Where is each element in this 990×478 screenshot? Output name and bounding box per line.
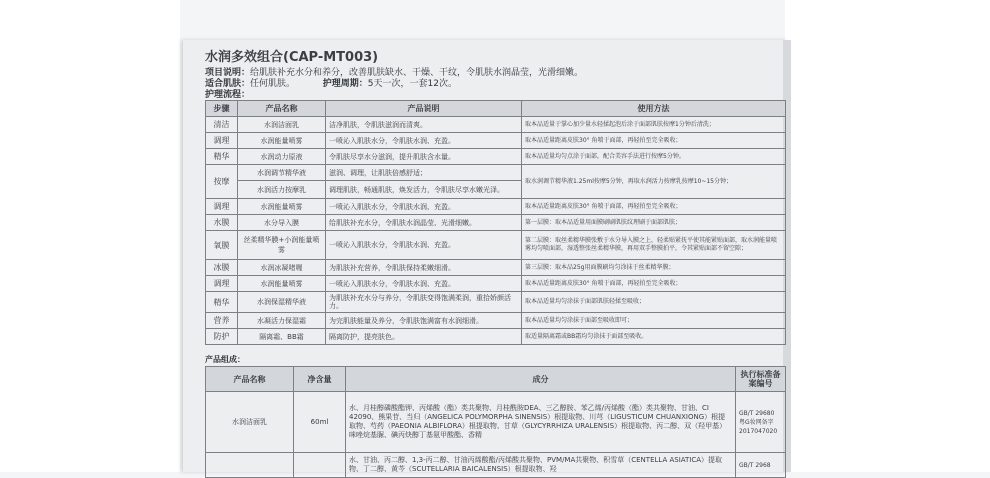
skin-label: 适合肌肤： <box>205 79 251 89</box>
step-cell: 营养 <box>206 313 238 329</box>
method-cell: 取本品适量距离皮肤30° 角喷于面部，再轻拍至完全吸收； <box>522 276 786 292</box>
description-cell: 为肌肤补充营养，令肌肤保持柔嫩细滑。 <box>326 260 522 276</box>
product-cell: 隔离霜、BB霜 <box>238 329 326 345</box>
method-cell: 第一层膜：取本品适量用面膜刷刷肌肤纹理刷于面部肌肤； <box>522 215 786 231</box>
method-cell: 第二层膜：取丝柔精华膜张敷于水分导入膜之上，轻柔贴紧抚平使其能紧贴面部，取水润能量喷雾均匀喷面部，湿透整张丝柔精华膜，再用双手整膜拍平，令其紧贴面部不留空隙； <box>522 231 786 260</box>
table-row <box>206 292 786 313</box>
description-cell: 一喷沁入肌肤水分，令肌肤水润、充盈。 <box>326 199 522 215</box>
step-cell: 冰膜 <box>206 260 238 276</box>
skin-text: 任何肌肤。 <box>250 79 296 89</box>
table-row <box>206 313 786 329</box>
step-cell: 防护 <box>206 329 238 345</box>
composition-table <box>205 366 786 478</box>
step-cell: 调理 <box>206 276 238 292</box>
flow-label: 护理流程： <box>205 90 251 100</box>
step-cell: 清洁 <box>206 117 238 133</box>
description-cell: 一喷沁入肌肤水分，令肌肤水润、充盈。 <box>326 276 522 292</box>
step-cell: 调理 <box>206 199 238 215</box>
method-cell: 取水润调节精华液1.25ml按摩5分钟，再取水润活力按摩乳按摩10~15分钟； <box>522 165 786 199</box>
description-cell: 滋润、调理，让肌肤倍感舒适； <box>326 165 522 181</box>
product-cell: 水润冰凝啫喱 <box>238 260 326 276</box>
product-cell: 水分导入膜 <box>238 215 326 231</box>
description-cell: 给肌肤补充水分，令肌肤水润晶莹、光滑细嫩。 <box>326 215 522 231</box>
table-row <box>206 260 786 276</box>
description-cell: 为肌肤补充水分与养分，令肌肤变得饱满柔润，重拾娇颜活力。 <box>326 292 522 313</box>
product-name-cell: 水润洁面乳 <box>206 392 294 453</box>
header-product: 产品名称 <box>238 101 326 117</box>
method-cell: 取本品适量距离皮肤30° 角喷于面部，再轻拍至完全吸收； <box>522 199 786 215</box>
description-cell: 调理肌肤，畅通肌肤，焕发活力，令肌肤尽享水嫩光泽。 <box>326 181 522 199</box>
method-cell: 取本品适量距离皮肤30° 角喷于面部，再轻拍至完全吸收； <box>522 133 786 149</box>
header-step: 步骤 <box>206 101 238 117</box>
header-ingredients: 成分 <box>346 367 736 392</box>
purpose-text: 给肌肤补充水分和养分，改善肌肤缺水、干燥、干纹，令肌肤水润晶莹，光滑细嫩。 <box>250 68 584 78</box>
purpose-label: 项目说明： <box>205 68 251 78</box>
composition-label: 产品组成： <box>205 355 245 364</box>
table-row <box>206 199 786 215</box>
method-cell: 取本品适量均匀涂抹于面部至吸收即可； <box>522 313 786 329</box>
product-cell: 丝柔精华膜+小润能量喷雾 <box>238 231 326 260</box>
table-row <box>206 133 786 149</box>
method-cell: 取本品适量于掌心加少量水轻揉起泡后涂于面部肌肤按摩1分钟后清洗； <box>522 117 786 133</box>
header-product-name: 产品名称 <box>206 367 294 392</box>
description-cell: 一喷沁入肌肤水分，令肌肤水润、充盈。 <box>326 231 522 260</box>
procedure-header-row <box>206 101 786 117</box>
product-cell: 水润能量喷雾 <box>238 199 326 215</box>
product-cell: 水润保湿精华液 <box>238 292 326 313</box>
step-cell: 精华 <box>206 292 238 313</box>
header-volume: 净含量 <box>294 367 346 392</box>
step-cell: 调理 <box>206 133 238 149</box>
method-cell: 取本品适量均匀点涂于面部，配合美容手法进行按摩5分钟。 <box>522 149 786 165</box>
table-row <box>206 149 786 165</box>
description-cell: 一喷沁入肌肤水分，令肌肤水润、充盈。 <box>326 133 522 149</box>
description-cell: 为完肌肤能量及养分，令肌肤饱满富有水润细滑。 <box>326 313 522 329</box>
volume-cell <box>294 453 346 478</box>
ingredients-cell: 水、甘油、丙二醇、1,3-丙二醇、甘油丙烯酸酯/丙烯酸共聚物、PVM/MA共聚物、积雪草（CENTELLA ASIATICA）提取物、丁二醇、黄芩（SCUTELLARIA BAICALENSIS）根提取物、羟 <box>346 453 736 478</box>
page-title: 水润多效组合(CAP-MT003) <box>205 50 379 65</box>
step-cell: 水膜 <box>206 215 238 231</box>
volume-cell: 60ml <box>294 392 346 453</box>
step-cell: 精华 <box>206 149 238 165</box>
step-cell: 氧膜 <box>206 231 238 260</box>
table-row <box>206 276 786 292</box>
product-name-cell <box>206 453 294 478</box>
description-cell: 洁净肌肤，令肌肤滋润而清爽。 <box>326 117 522 133</box>
method-cell: 第三层膜：取本品25g用面膜刷均匀涂抹于丝柔精华膜； <box>522 260 786 276</box>
header-method: 使用方法 <box>522 101 786 117</box>
table-row <box>206 231 786 260</box>
table-row <box>206 392 786 453</box>
table-row <box>206 165 786 181</box>
standard-cell: GB/T 2968 <box>736 453 786 478</box>
cycle-label: 护理周期： <box>322 79 368 89</box>
description-cell: 隔离防护，提亮肤色。 <box>326 329 522 345</box>
table-row <box>206 117 786 133</box>
product-cell: 水润能量喷雾 <box>238 133 326 149</box>
header-standard: 执行标准备案编号 <box>736 367 786 392</box>
ingredients-cell: 水、月桂醇磷酸酯钾、丙烯酸（酯）类共聚物、月桂酰胺DEA、三乙醇胺、苯乙烯/丙烯酸（酯）类共聚物、甘油、CI 42090、熊果苷、当归（ANGELICA POLYMORPHA SINENSIS）根提取物、川芎（LIGUSTICUM CHUANXIONG）根提取物、芍药（PAEONIA ALBIFLORA）根提取物、甘草（GLYCYRRHIZA URALENSIS）根提取物、丙二醇、双（羟甲基）咪唑烷基脲、碘丙炔醇丁基氨甲酸酯、香精 <box>346 392 736 453</box>
method-cell: 取适量隔离霜或BB霜均匀涂抹于面部至吸收。 <box>522 329 786 345</box>
table-row <box>206 215 786 231</box>
header-description: 产品说明 <box>326 101 522 117</box>
procedure-table <box>205 100 786 345</box>
flow-line <box>205 87 250 100</box>
step-cell: 按摩 <box>206 165 238 199</box>
table-row <box>206 453 786 478</box>
table-row <box>206 329 786 345</box>
description-cell: 令肌肤尽享水分滋润，提升肌肤含水量。 <box>326 149 522 165</box>
product-cell: 水凝活力保湿霜 <box>238 313 326 329</box>
composition-header-row <box>206 367 786 392</box>
product-cell: 水润动力原液 <box>238 149 326 165</box>
method-cell: 取本品适量均匀涂抹于面部肌肤轻揉至吸收； <box>522 292 786 313</box>
product-cell: 水润活力按摩乳 <box>238 181 326 199</box>
product-cell: 水润调节精华液 <box>238 165 326 181</box>
background-right <box>785 0 990 472</box>
standard-cell: GB/T 29680 粤G妆网备字2017047020 <box>736 392 786 453</box>
product-cell: 水润洁面乳 <box>238 117 326 133</box>
product-cell: 水润能量喷雾 <box>238 276 326 292</box>
background-left <box>0 0 180 472</box>
cycle-text: 5天一次，一套12次。 <box>367 79 457 89</box>
